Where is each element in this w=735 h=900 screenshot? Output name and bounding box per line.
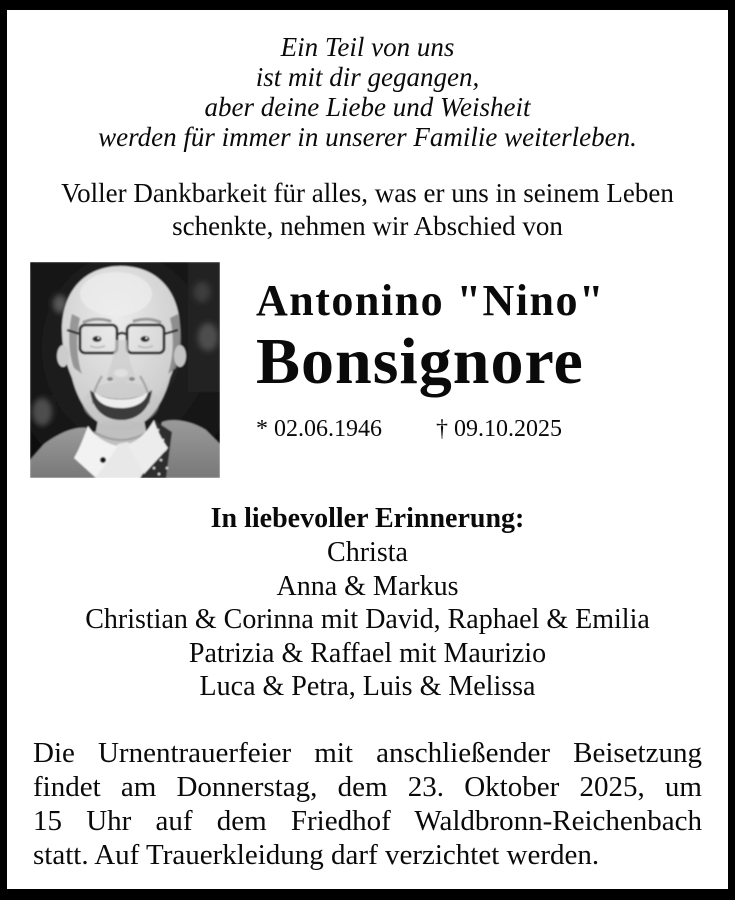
name-block — [256, 262, 605, 443]
birth-date: * 02.06.1946 — [256, 416, 382, 442]
funeral-info-line: Die Urnentrauerfeier mit anschließender Beisetzung — [33, 737, 702, 769]
funeral-info-line: statt. Auf Trauerkleidung darf verzichtet werden. — [33, 839, 600, 871]
deceased-surname: Bonsignore — [256, 325, 584, 398]
mourner-line: Patrizia & Raffael mit Maurizio — [188, 637, 547, 669]
epigraph-line: ist mit dir gegangen, — [255, 62, 480, 92]
funeral-info-line: findet am Donnerstag, dem 23. Oktober 2025, um — [33, 771, 702, 803]
life-dates — [256, 416, 605, 443]
mourner-line: Anna & Markus — [276, 570, 459, 602]
death-date: † 09.10.2025 — [436, 416, 562, 442]
epigraph — [7, 32, 728, 152]
deceased-nickname-line: Antonino "Nino" — [256, 276, 605, 325]
farewell-intro — [7, 177, 728, 243]
mourner-line: Christian & Corinna mit David, Raphael & Emilia — [85, 604, 650, 635]
epigraph-line: werden für immer in unserer Familie weiterleben. — [98, 122, 637, 152]
memorial-heading: In liebevoller Erinnerung: — [210, 503, 525, 534]
mourner-line: Luca & Petra, Luis & Melissa — [199, 671, 536, 702]
mourner-line: Christa — [327, 537, 408, 568]
funeral-info-line: 15 Uhr auf dem Friedhof Waldbronn-Reichenbach — [33, 805, 702, 837]
funeral-info — [33, 736, 702, 872]
epigraph-line: aber deine Liebe und Weisheit — [204, 92, 531, 122]
epigraph-line: Ein Teil von uns — [280, 32, 455, 62]
portrait-photo — [30, 262, 220, 478]
intro-line: Voller Dankbarkeit für alles, was er uns in seinem Leben — [61, 178, 674, 208]
memorial-section — [7, 502, 728, 704]
intro-line: schenkte, nehmen wir Abschied von — [172, 211, 563, 241]
deceased-section — [30, 262, 605, 478]
